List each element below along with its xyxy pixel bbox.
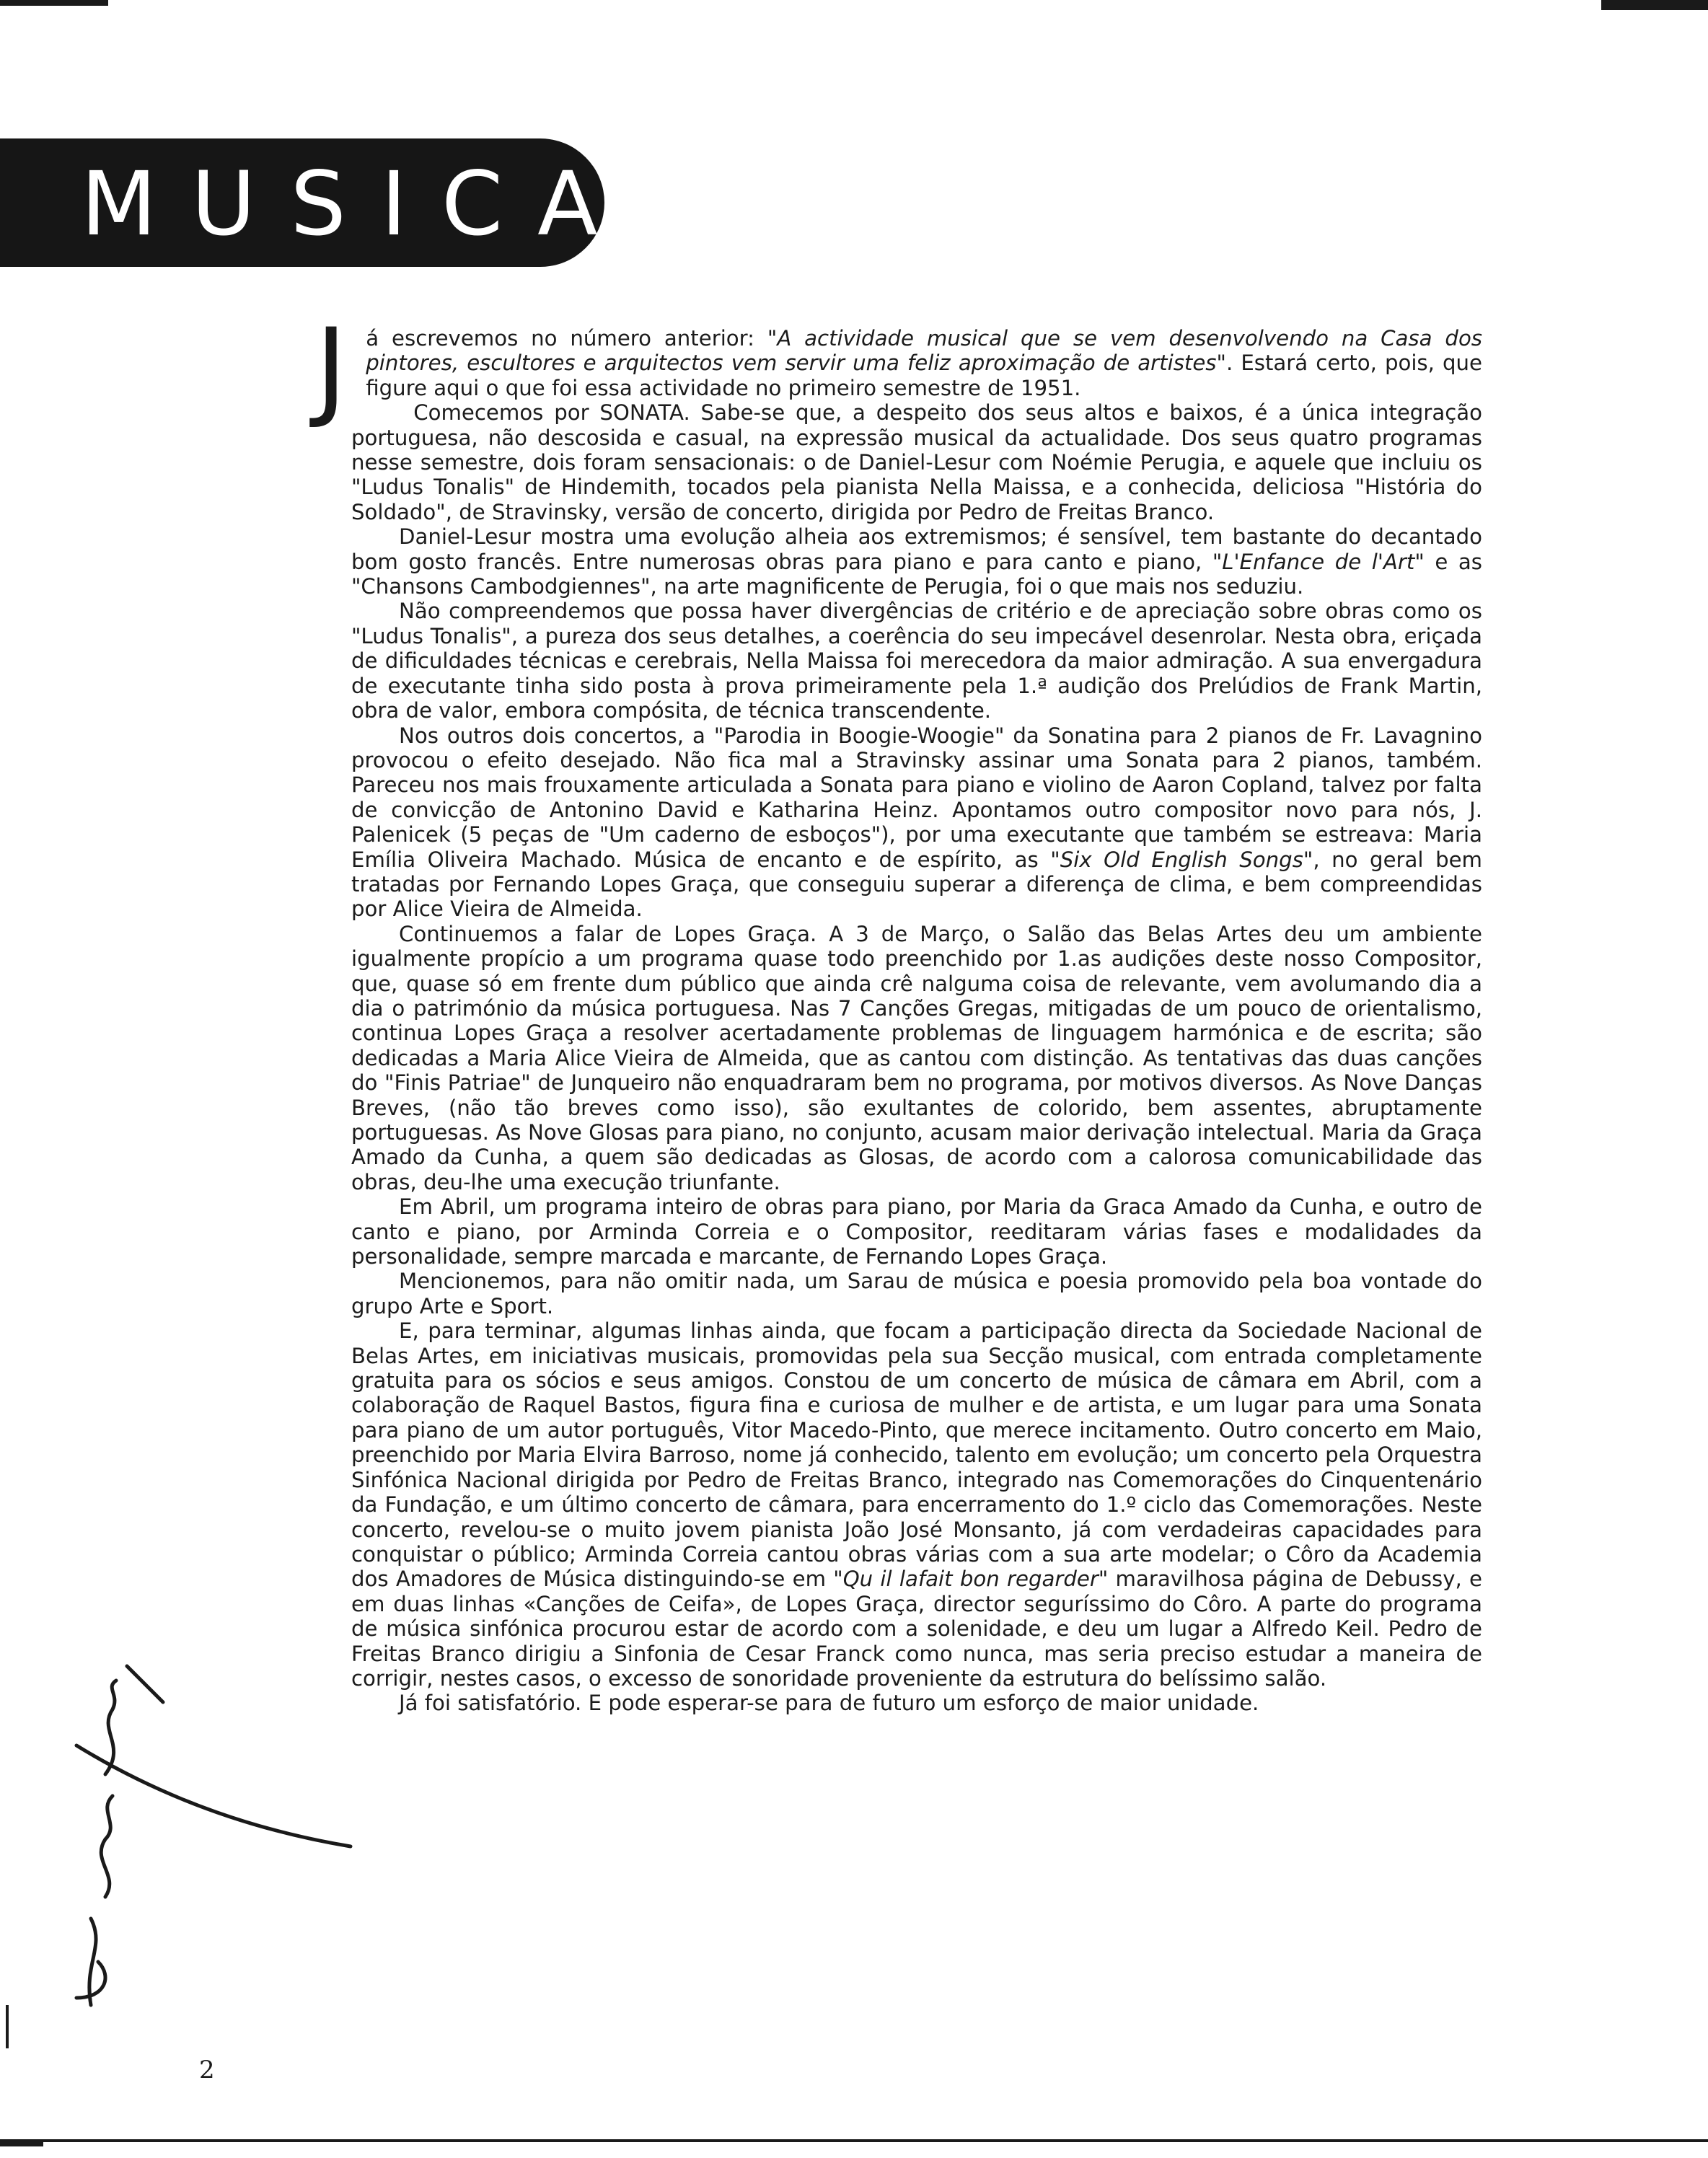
- paragraph-9-text: E, para terminar, algumas linhas ainda, que focam a participação directa da Sociedade Nacional de Belas Artes, em iniciativas musicais, promovidas pela sua Secção musical, com entrada completamente gratuita para os sócios e seus amigos. Constou de um concerto de música de câmara em Abril, com a colaboração de Raquel Bastos, figura fina e curiosa de mulher e de artista, e um lugar para uma Sonata para piano de um autor português, Vitor Macedo-Pinto, que merece incitamento. Outro concerto em Maio, preenchido por Maria Elvira Barroso, nome já conhecido, talento em evolução; um concerto pela Orquestra Sinfónica Nacional dirigida por Pedro de Freitas Branco, integrado nas Comemorações do Cinquentenário da Fundação, e um último concerto de câmara, para encerramento do 1.º ciclo das Comemorações. Neste concerto, revelou-se o muito jovem pianista João José Monsanto, já com verdadeiras capacidades para conquistar o público; Arminda Correia cantou obras várias com a sua arte modelar; o Côro da Academia dos Amadores de Música distinguindo-se em: [351, 1318, 1482, 1592]
- paragraph-9: [351, 1318, 1482, 1691]
- top-right-rule: [1601, 0, 1708, 10]
- page-number: 2: [199, 2056, 215, 2084]
- paragraph-3-text-end: e as "Chansons Cambodgiennes", na arte magnificente de Perugia, foi o que mais nos seduziu.: [351, 549, 1483, 599]
- paragraph-1-quote: "A actividade musical que se vem desenvolvendo na Casa dos pintores, escultores e arquitectos vem servir uma feliz aproximação de artistes": [366, 326, 1483, 376]
- paragraph-3: [351, 524, 1482, 599]
- paragraph-9-text-end: maravilhosa página de Debussy, e em duas linhas «Canções de Ceifa», de Lopes Graça, director seguríssimo do Côro. A parte do programa de música sinfónica procurou estar de acordo com a solenidade, e deu um lugar a Alfredo Keil. Pedro de Freitas Branco dirigiu a Sinfonia de Cesar Franck como nunca, mas seria preciso estudar a maneira de corrigir, nestes casos, o excesso de sonoridade proveniente da estrutura do belíssimo salão.: [351, 1567, 1482, 1691]
- paragraph-7: Em Abril, um programa inteiro de obras para piano, por Maria da Graca Amado da Cunha, e outro de canto e piano, por Arminda Correia e o Compositor, reeditaram várias fases e modalidades da personalidade, sempre marcada e marcante, de Fernando Lopes Graça.: [351, 1194, 1482, 1269]
- paragraph-3-quote: "L'Enfance de l'Art": [1212, 549, 1425, 574]
- signature-stroke-1: [76, 1919, 105, 2005]
- author-signature: [62, 1659, 365, 2020]
- section-title: MUSICA: [81, 153, 633, 255]
- paragraph-10: Já foi satisfatório. E pode esperar-se para de futuro um esforço de maior unidade.: [399, 1691, 1259, 1716]
- paragraph-3-text: Daniel-Lesur mostra uma evolução alheia aos extremismos; é sensível, tem bastante do decantado bom gosto francês. Entre numerosas obras para piano e para canto e piano,: [351, 524, 1482, 574]
- signature-stroke-3: [105, 1681, 116, 1774]
- paragraph-5-text-end: , no geral bem tratadas por Fernando Lopes Graça, que conseguiu superar a diferença de clima, e bem compreendidas por Alice Vieira de Almeida.: [351, 847, 1482, 922]
- paragraph-5-text: Nos outros dois concertos, a "Parodia in Boogie-Woogie" da Sonatina para 2 pianos de Fr. Lavagnino provocou o efeito desejado. Não fica mal a Stravinsky assinar uma Sonata para 2 pianos, também. Pareceu nos mais frouxamente articulada a Sonata para piano e violino de Aaron Copland, talvez por falta de convicção de Antonino David e Katharina Heinz. Apontamos outro compositor novo para nós, J. Palenicek (5 peças de "Um caderno de esboços"), por uma executante que também se estreava: Maria Emília Oliveira Machado. Música de encanto e de espírito, as: [351, 723, 1482, 872]
- drop-cap: J: [315, 306, 348, 431]
- paragraph-5-quote: "Six Old English Songs": [1050, 847, 1313, 872]
- paragraph-1-text-end: . Estará certo, pois, que figure aqui o que foi essa actividade no primeiro semestre de 1951.: [366, 351, 1482, 400]
- bottom-rule: [6, 2139, 1708, 2142]
- signature-stroke-2: [101, 1796, 113, 1897]
- signature-stroke-4: [127, 1666, 163, 1702]
- paragraph-1: [315, 306, 1483, 431]
- margin-mark: [6, 2005, 9, 2048]
- article-body: [315, 306, 1483, 1716]
- paragraph-8: Mencionemos, para não omitir nada, um Sarau de música e poesia promovido pela boa vontade do grupo Arte e Sport.: [351, 1269, 1482, 1318]
- paragraph-4: Não compreendemos que possa haver divergências de critério e de apreciação sobre obras como os "Ludus Tonalis", a pureza dos seus detalhes, a coerência do seu impecável desenrolar. Nesta obra, eriçada de dificuldades técnicas e cerebrais, Nella Maissa foi merecedora da maior admiração. A sua envergadura de executante tinha sido posta à prova primeiramente pela 1.ª audição dos Prelúdios de Frank Martin, obra de valor, embora compósita, de técnica transcendente.: [351, 599, 1482, 723]
- paragraph-1-text: á escrevemos no número anterior:: [366, 326, 767, 351]
- paragraph-6: Continuemos a falar de Lopes Graça. A 3 de Março, o Salão das Belas Artes deu um ambiente igualmente propício a um programa quase todo preenchido por 1.as audições deste nosso Compositor, que, quase só em frente dum público que ainda crê nalguma coisa de relevante, vem avolumando dia a dia o património da música portuguesa. Nas 7 Canções Gregas, mitigadas de um pouco de orientalismo, continua Lopes Graça a resolver acertadamente problemas de linguagem harmónica e de escrita; são dedicadas a Maria Alice Vieira de Almeida, que as cantou com distinção. As tentativas das duas canções do "Finis Patriae" de Junqueiro não enquadraram bem no programa, por motivos diversos. As Nove Danças Breves, (não tão breves como isso), são exultantes de colorido, bem assentes, abruptamente portuguesas. As Nove Glosas para piano, no conjunto, acusam maior derivação intelectual. Maria da Graça Amado da Cunha, a quem são dedicadas as Glosas, de acordo com a calorosa comunicabilidade das obras, deu-lhe uma execução triunfante.: [351, 921, 1482, 1194]
- paragraph-9-quote: "Qu il lafait bon regarder": [833, 1567, 1109, 1592]
- paragraph-2: Comecemos por SONATA. Sabe-se que, a despeito dos seus altos e baixos, é a única integração portuguesa, não descosida e casual, na expressão musical da actualidade. Dos seus quatro programas nesse semestre, dois foram sensacionais: o de Daniel-Lesur com Noémie Perugia, e aquele que incluiu os "Ludus Tonalis" de Hindemith, tocados pela pianista Nella Maissa, e a conhecida, deliciosa "História do Soldado", de Stravinsky, versão de concerto, dirigida por Pedro de Freitas Branco.: [351, 400, 1482, 524]
- signature-stroke-5: [76, 1745, 351, 1846]
- paragraph-5: [351, 723, 1482, 922]
- top-left-rule: [0, 0, 108, 6]
